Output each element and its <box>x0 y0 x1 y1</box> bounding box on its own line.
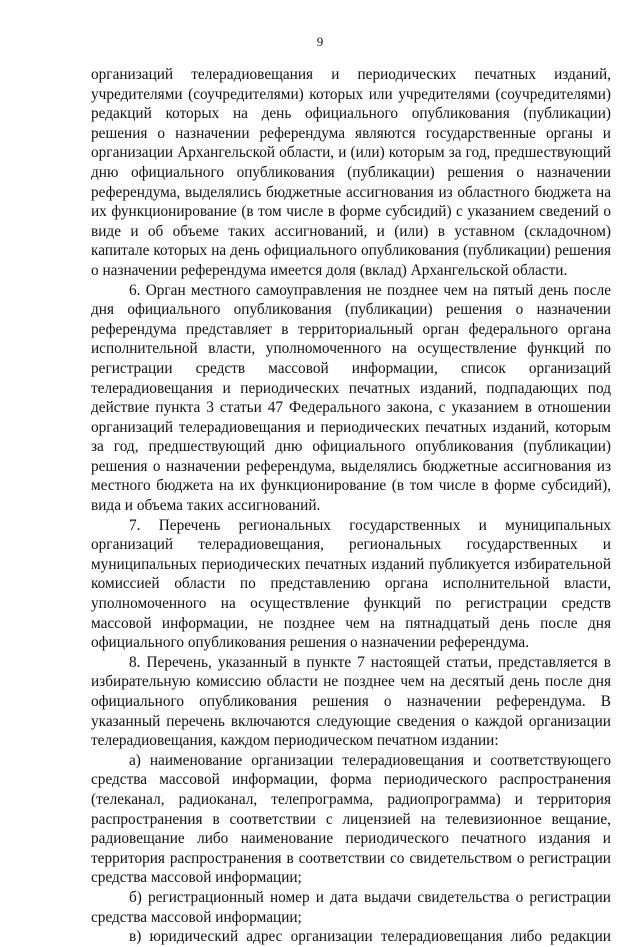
paragraph-item-7: 7. Перечень региональных государственных и муниципальных организаций телерадиовещания, региональных государственных и муниципальных периодических печатных изданий публикуется избирательной комиссией области по представлению органа исполнительной власти, уполномоченного на осуществление функций по регистрации средств массовой информации, не позднее чем на пятнадцатый день после дня официального опубликования решения о назначении референдума. <box>91 516 611 652</box>
paragraph-subitem-v: в) юридический адрес организации телерадиовещания либо редакции <box>129 928 611 946</box>
document-body <box>91 65 611 947</box>
paragraph-subitem-a: а) наименование организации телерадиовещания и соответствующего средства массовой информации, форма периодического распространения (телеканал, радиоканал, телепрограмма, радиопрограмма) и территория распространения в соответствии с лицензией на телевизионное вещание, радиовещание либо наименование периодического печатного издания и территория распространения в соответствии со свидетельством о регистрации средства массовой информации; <box>91 751 611 887</box>
paragraph-item-6: 6. Орган местного самоуправления не позднее чем на пятый день после дня официального опубликования (публикации) решения о назначении референдума представляет в территориальный орган федерального органа исполнительной власти, уполномоченного на осуществление функций по регистрации средств массовой информации, список организаций телерадиовещания и периодических печатных изданий, подпадающих под действие пункта 3 статьи 47 Федерального закона, с указанием в отношении организаций телерадиовещания и периодических печатных изданий, которым за год, предшествующий дню официального опубликования (публикации) решения о назначении референдума, выделялись бюджетные ассигнования из местного бюджета на их функционирование (в том числе в форме субсидий), вида и объема таких ассигнований. <box>91 281 611 515</box>
paragraph-subitem-b: б) регистрационный номер и дата выдачи свидетельства о регистрации средства массовой информации; <box>91 888 611 926</box>
paragraph-continuation: организаций телерадиовещания и периодических печатных изданий, учредителями (соучредителями) которых или учредителями (соучредителями) редакций которых на день официального опубликования (публикации) решения о назначении референдума являются государственные органы и организации Архангельской области, и (или) которым за год, предшествующий дню официального опубликования (публикации) решения о назначении референдума, выделялись бюджетные ассигнования из областного бюджета на их функционирование (в том числе в форме субсидий) с указанием сведений о виде и об объеме таких ассигнований, и (или) в уставном (складочном) капитале которых на день официального опубликования (публикации) решения о назначении референдума имеется доля (вклад) Архангельской области. <box>91 66 611 279</box>
page-number: 9 <box>316 34 324 49</box>
paragraph-item-8: 8. Перечень, указанный в пункте 7 настоящей статьи, представляется в избирательную комиссию области не позднее чем на десятый день после дня официального опубликования решения о назначении референдума. В указанный перечень включаются следующие сведения о каждой организации телерадиовещания, каждом периодическом печатном издании: <box>91 653 611 750</box>
